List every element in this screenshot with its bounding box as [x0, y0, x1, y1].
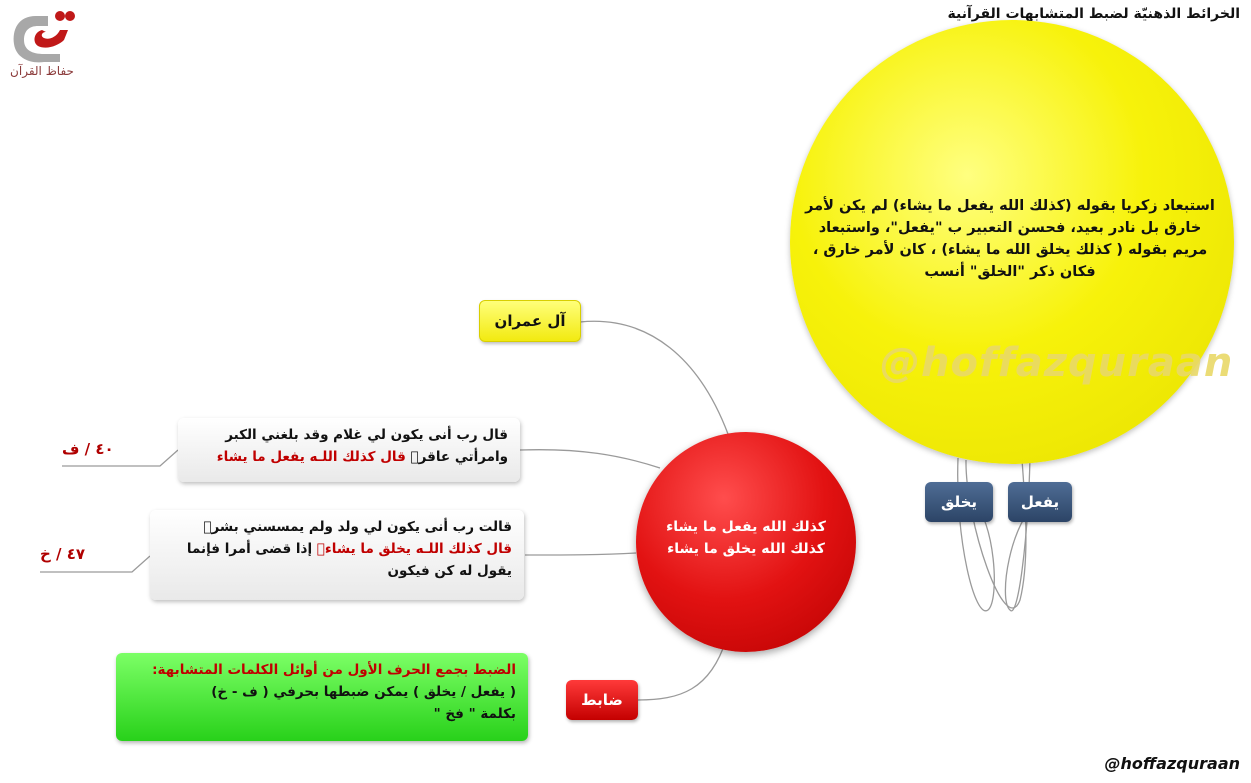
- verse-box-1: [178, 418, 520, 482]
- verse1-highlight: قال كذلك اللـه يفعل ما يشاء: [216, 449, 406, 465]
- verse2-line2: [162, 538, 512, 560]
- verse1-line2-plain: وامرأتي عاقرۖ: [405, 449, 508, 465]
- keyword-yakhluq-button[interactable]: يخلق: [925, 482, 993, 522]
- rule-line3: بكلمة " فخ ": [433, 706, 516, 722]
- rule-line2: ( يفعل / يخلق ) يمكن ضبطها بحرفي ( ف - خ): [211, 684, 516, 700]
- connector-verse1: [520, 450, 660, 468]
- verse1-line2: [190, 446, 508, 468]
- rule-heading: الضبط بجمع الحرف الأول من أوائل الكلمات المتشابهة:: [152, 662, 516, 678]
- rule-button[interactable]: ضابط: [566, 680, 638, 720]
- connector-rule: [638, 640, 726, 700]
- verse2-line3: يقول له كن فيكون: [387, 563, 512, 579]
- verse2-reference: ٤٧ / خ: [40, 545, 86, 563]
- footer-watermark: @hoffazquraan: [1104, 754, 1240, 773]
- logo-caption: حفاظ القرآن: [10, 64, 74, 78]
- rule-box: [116, 653, 528, 741]
- center-line1: كذلك الله يفعل ما يشاء: [666, 519, 826, 535]
- verse-box-2: [150, 510, 524, 600]
- connector-verse2: [525, 553, 636, 555]
- surah-label[interactable]: آل عمران: [479, 300, 581, 342]
- verse2-line1: قالت رب أنى يكون لي ولد ولم يمسسني بشرۖ: [203, 519, 512, 535]
- verse2-line2-plain: ۚ إذا قضى أمرا فإنما: [186, 541, 317, 557]
- verse1-line1: قال رب أنى يكون لي غلام وقد بلغني الكبر: [225, 427, 508, 443]
- loop-yakhluq: [958, 458, 995, 611]
- center-line2: كذلك الله يخلق ما يشاء: [667, 541, 825, 557]
- keyword-yafal-button[interactable]: يفعل: [1008, 482, 1072, 522]
- connector-surah: [580, 321, 728, 434]
- page-title: الخرائط الذهنيّة لضبط المتشابهات القرآنية: [947, 6, 1240, 22]
- circle-watermark: @hoffazquraan: [880, 340, 1234, 386]
- explanation-text: استبعاد زكريا بقوله (كذلك الله يفعل ما يشاء) لم يكن لأمر خارق بل نادر بعيد، فحسن التعبير ب "يفعل"، واستبعاد مريم بقوله ( كذلك يخلق الله ما يشاء) ، كان لأمر خارق ، فكان ذكر "الخلق" أنسب: [805, 198, 1215, 280]
- center-topic-text: [640, 516, 852, 560]
- verse1-reference: ٤٠ / ف: [62, 440, 114, 458]
- verse2-highlight: قال كذلك اللـه يخلق ما يشاء: [316, 541, 512, 557]
